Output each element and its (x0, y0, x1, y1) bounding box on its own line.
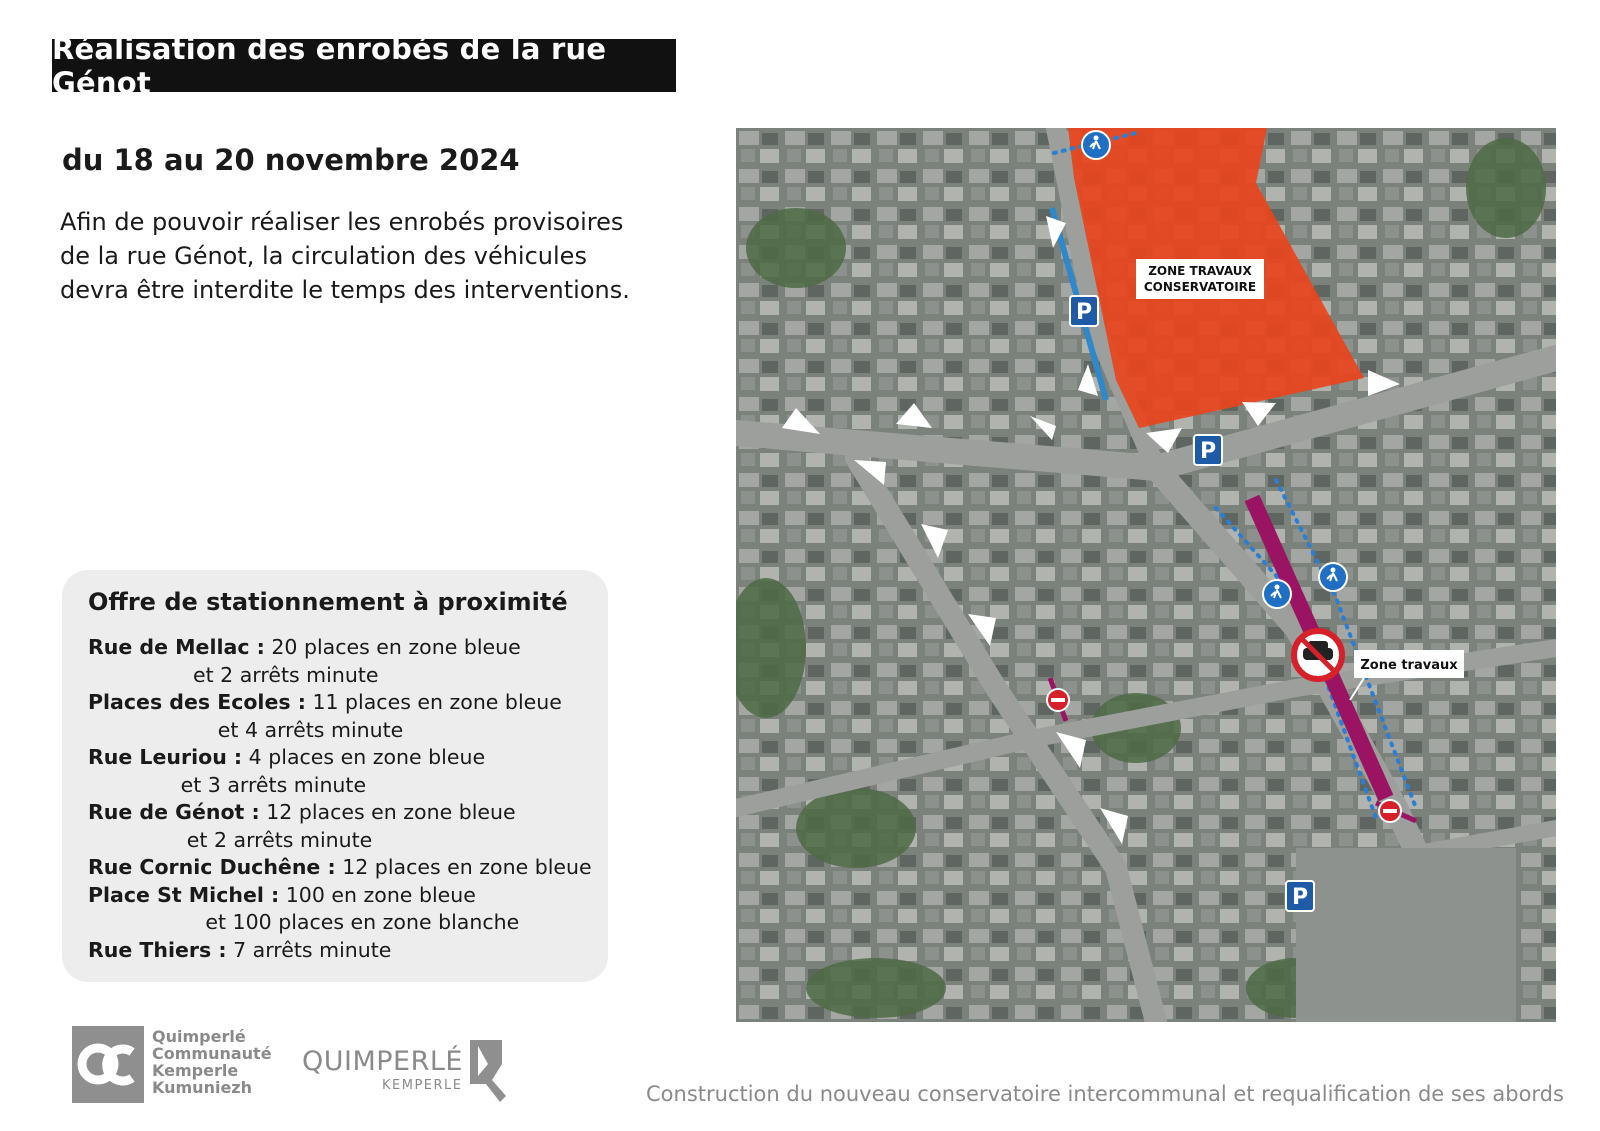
parking-entry (88, 744, 598, 772)
parking-entry-name: Place St Michel : (88, 882, 280, 907)
logo-qc-line1: Quimperlé (152, 1027, 246, 1046)
parking-entry-line1: 20 places en zone bleue (271, 635, 521, 659)
intro-text: Afin de pouvoir réaliser les enrobés provisoires de la rue Génot, la circulation des véhicules devra être interdite le temps des interventions. (60, 208, 630, 304)
parking-entry-line1: 11 places en zone bleue (312, 690, 562, 714)
logo-qk-mark (466, 1034, 508, 1104)
footer-caption: Construction du nouveau conservatoire intercommunal et requalification de ses abords (646, 1082, 1564, 1106)
parking-entry-name: Rue de Génot : (88, 800, 260, 824)
map-graphic (736, 128, 1556, 1022)
pedestrian-icon (1319, 563, 1347, 591)
no-cars-icon (1294, 631, 1342, 679)
svg-text:P: P (1075, 300, 1093, 325)
parking-entry (88, 937, 598, 965)
place-st-michel (1296, 848, 1516, 1022)
svg-text:P: P (1199, 439, 1217, 464)
logo-qc-mark (72, 1026, 144, 1103)
zone-travaux-label: Zone travaux (1360, 658, 1458, 673)
logo-qc-line3: Kemperle (152, 1061, 239, 1080)
parking-entry-line1: 12 places en zone bleue (266, 800, 516, 824)
parking-icon (1286, 881, 1314, 911)
parking-entry-name: Rue Cornic Duchêne : (88, 855, 336, 879)
parking-entry-name: Rue de Mellac : (88, 635, 265, 659)
parking-entry-line2: et 3 arrêts minute (180, 772, 367, 797)
parking-entry (88, 634, 598, 662)
parking-entry (88, 799, 598, 827)
logo-quimperle-communaute (72, 1026, 282, 1106)
parking-entry-line2: et 2 arrêts minute (193, 662, 379, 687)
street-map (736, 128, 1556, 1022)
no-entry-icon (1047, 689, 1069, 711)
no-entry-icon (1379, 800, 1401, 822)
parking-entry-name: Rue Leuriou : (88, 745, 243, 769)
parking-entry (88, 854, 598, 882)
parking-offer-list (88, 634, 598, 964)
logo-qk-sub: KEMPERLE (382, 1078, 463, 1093)
parking-entry-line1: 12 places en zone bleue (342, 855, 592, 879)
logo-qc-line2: Communauté (152, 1044, 272, 1063)
zone-conservatoire-label-1: ZONE TRAVAUX (1148, 264, 1252, 278)
date-range: du 18 au 20 novembre 2024 (62, 143, 520, 177)
parking-entry (88, 882, 598, 910)
parking-icon (1194, 435, 1222, 465)
zone-conservatoire-label-2: CONSERVATOIRE (1143, 280, 1257, 294)
parking-entry-line1: 7 arrêts minute (233, 937, 392, 962)
parking-entry-name: Places des Ecoles : (88, 690, 306, 714)
logo-qc-line4: Kumuniezh (152, 1078, 252, 1097)
pedestrian-icon (1263, 580, 1291, 608)
parking-offer-panel (62, 570, 608, 982)
svg-text:P: P (1291, 885, 1309, 910)
parking-entry-line2: et 2 arrêts minute (186, 827, 373, 852)
parking-offer-title: Offre de stationnement à proximité (88, 588, 568, 616)
parking-entry-line1: 100 en zone bleue (285, 882, 476, 907)
parking-icon (1070, 296, 1098, 326)
parking-entry-line2: et 100 places en zone blanche (205, 910, 520, 934)
parking-entry-line2: et 4 arrêts minute (217, 717, 404, 742)
logo-quimperle-kemperle (302, 1034, 512, 1104)
parking-entry-name: Rue Thiers : (88, 937, 227, 962)
logo-qk-name: QUIMPERLÉ (302, 1046, 463, 1077)
pedestrian-icon (1082, 131, 1110, 159)
page-title: Réalisation des enrobés de la rue Génot (52, 39, 676, 92)
parking-entry (88, 689, 598, 717)
parking-entry-line1: 4 places en zone bleue (248, 745, 486, 769)
